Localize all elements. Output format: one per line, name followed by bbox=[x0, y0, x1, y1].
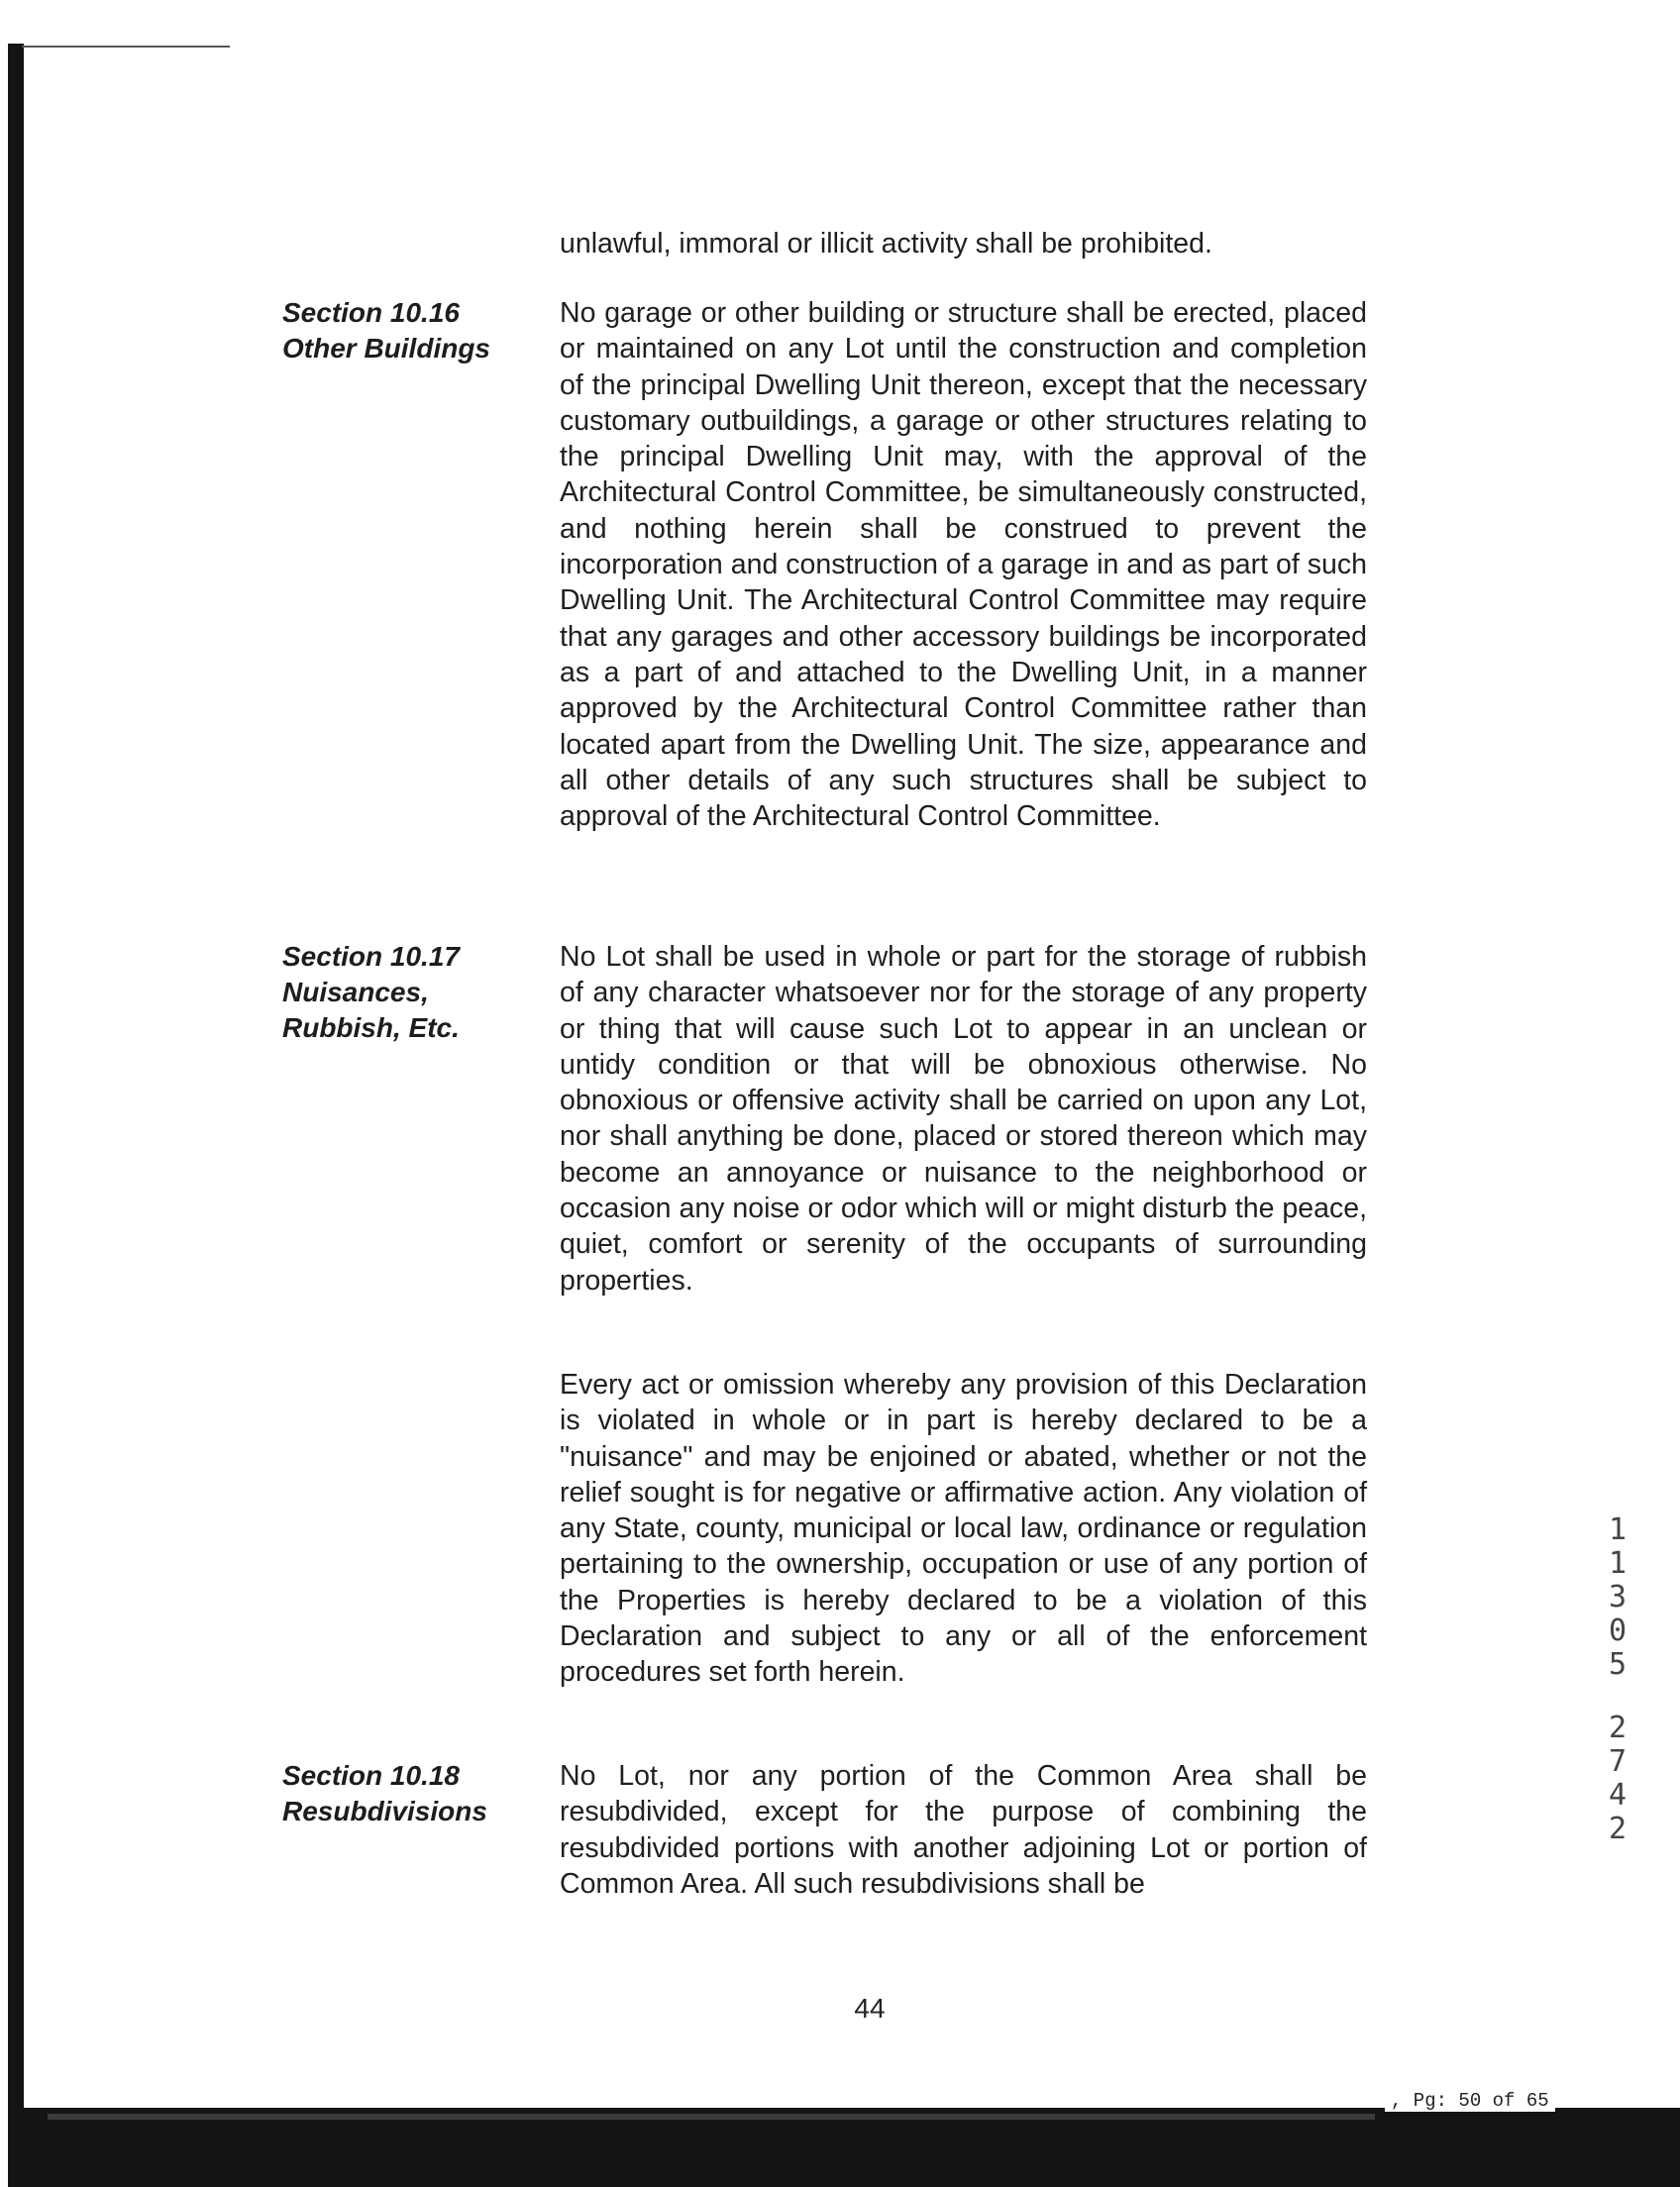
stamp-digit: 1 bbox=[1608, 1512, 1628, 1547]
section-title: Nuisances, bbox=[282, 977, 429, 1007]
footer-page-label: , Pg: 50 of 65 bbox=[1385, 2090, 1555, 2112]
section-number: Section 10.17 bbox=[282, 941, 460, 972]
stamp-digit: 5 bbox=[1608, 1647, 1628, 1682]
section-10-16-body: No garage or other building or structure shall be erected, placed or maintained on any Lot until the construction and completion of the principal Dwelling Unit thereon, except that the necessary customary outbuildings, a garage or other structures relating to the principal Dwelling Unit may, with the approval of the Architectural Control Committee, be simultaneously constructed, and nothing herein shall be construed to prevent the incorporation and construction of a garage in and as part of such Dwelling Unit. The Architectural Control Committee may require that any garages and other accessory buildings be incorporated as a part of and attached to the Dwelling Unit, in a manner approved by the Architectural Control Committee rather than located apart from the Dwelling Unit. The size, appearance and all other details of any such structures shall be subject to approval of the Architectural Control Committee. bbox=[560, 297, 1367, 833]
section-title: Other Buildings bbox=[282, 333, 490, 364]
section-10-17-body-p2: Every act or omission whereby any provision of this Declaration is violated in whole or in part is hereby declared to be a "nuisance" and may be enjoined or abated, whether or not the relief sought is for negative or affirmative action. Any violation of any State, county, municipal or local law, ordinance or regulation pertaining to the ownership, occupation or use of any portion of the Properties is hereby declared to be a violation of this Declaration and subject to any or all of the enforcement procedures set forth herein. bbox=[560, 1369, 1367, 1689]
section-10-18-body: No Lot, nor any portion of the Common Area shall be resubdivided, except for the purpose of combining the resubdivided portions with another adjoining Lot or portion of Common Area. All such resubdivisions shall be bbox=[560, 1760, 1367, 1900]
stamp-digit: 1 bbox=[1608, 1546, 1628, 1581]
stamp-digit: 3 bbox=[1608, 1580, 1628, 1614]
side-stamp-number bbox=[1603, 1513, 1632, 1846]
continued-text: unlawful, immoral or illicit activity shall be prohibited. bbox=[560, 228, 1212, 260]
page-number: 44 bbox=[854, 1993, 886, 2024]
section-10-17-label bbox=[282, 939, 460, 1046]
section-10-16-label bbox=[282, 295, 490, 366]
scan-left-border bbox=[8, 44, 24, 2185]
scan-top-mark bbox=[22, 46, 230, 48]
section-title: Resubdivisions bbox=[282, 1796, 487, 1826]
stamp-digit: 4 bbox=[1608, 1778, 1628, 1813]
section-number: Section 10.18 bbox=[282, 1760, 460, 1791]
section-10-17-body-p1: No Lot shall be used in whole or part for the storage of rubbish of any character whatsoever nor for the storage of any property or thing that will cause such Lot to appear in an unclean or untidy condition or that will be obnoxious otherwise. No obnoxious or offensive activity shall be carried on upon any Lot, nor shall anything be done, placed or stored thereon which may become an annoyance or nuisance to the neighborhood or occasion any noise or odor which will or might disturb the peace, quiet, comfort or serenity of the occupants of surrounding properties. bbox=[560, 941, 1367, 1297]
scan-bottom-border bbox=[8, 2108, 1680, 2187]
stamp-digit: 2 bbox=[1608, 1711, 1628, 1745]
stamp-digit: 0 bbox=[1608, 1614, 1628, 1648]
section-10-18-label bbox=[282, 1758, 487, 1829]
stamp-digit: 2 bbox=[1608, 1812, 1628, 1846]
section-title: Rubbish, Etc. bbox=[282, 1012, 460, 1043]
stamp-digit: 7 bbox=[1608, 1744, 1628, 1779]
section-number: Section 10.16 bbox=[282, 297, 460, 328]
